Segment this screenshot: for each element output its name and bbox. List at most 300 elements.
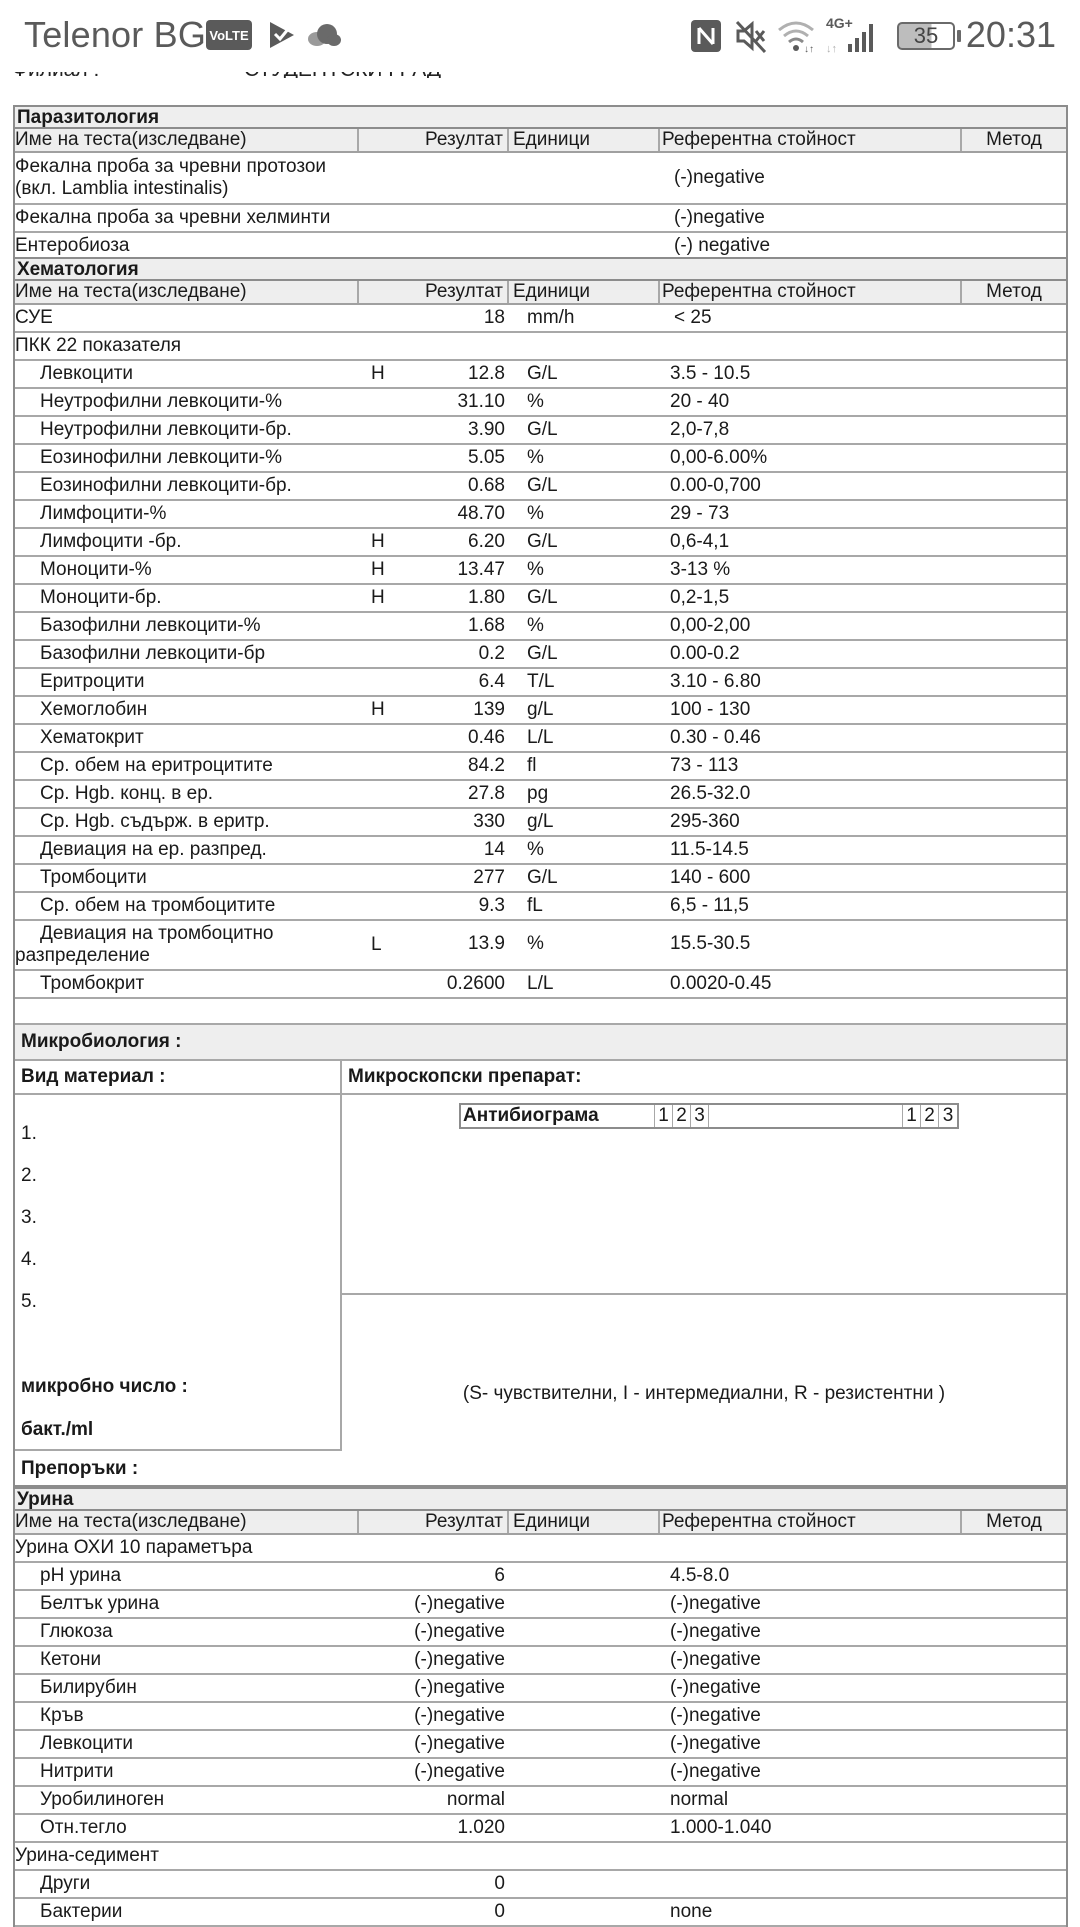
test-name: Тромбоцити — [40, 867, 147, 888]
reference: 140 - 600 — [670, 867, 751, 888]
method — [962, 781, 1066, 807]
reference: 20 - 40 — [670, 391, 730, 412]
carrier-name: Telenor BG — [24, 14, 207, 55]
units: G/L — [527, 643, 558, 664]
reference: 1.000-1.040 — [670, 1817, 772, 1838]
units — [509, 1647, 660, 1673]
table-row — [15, 1563, 1066, 1591]
test-name-line2: (вкл. Lamblia intestinalis) — [15, 178, 229, 199]
group-name: ПКК 22 показателя — [15, 335, 182, 356]
method — [962, 1871, 1066, 1897]
microbial-count-unit: бакт./ml — [21, 1419, 94, 1440]
table-row — [15, 529, 1066, 557]
result: 18 — [483, 307, 505, 328]
test-name: Ср. обем на тромбоцитите — [40, 895, 276, 916]
table-row — [15, 1591, 1066, 1619]
result: 1.80 — [468, 587, 505, 608]
test-name: Ср. Hgb. съдърж. в еритр. — [40, 811, 270, 832]
reference: normal — [670, 1789, 729, 1810]
units: fl — [527, 755, 537, 776]
test-name: Хемоглобин — [40, 699, 148, 720]
units: % — [527, 615, 544, 636]
method — [962, 529, 1066, 555]
lab-report — [13, 105, 1068, 1927]
method — [962, 585, 1066, 611]
test-name: Ср. Hgb. конц. в ер. — [40, 783, 214, 804]
method — [962, 1759, 1066, 1785]
antibiogram-table — [459, 1103, 959, 1129]
result — [359, 233, 509, 259]
table-row — [15, 233, 1066, 259]
reference: 0,6-4,1 — [670, 531, 730, 552]
test-name: Лимфоцити-% — [40, 503, 167, 524]
units — [509, 1787, 660, 1813]
col-units: Единици — [509, 1511, 660, 1533]
test-name: Глюкоза — [40, 1621, 113, 1642]
method — [962, 1619, 1066, 1645]
svg-text:↓↑: ↓↑ — [826, 43, 837, 55]
reference: 11.5-14.5 — [670, 839, 749, 860]
table-row — [15, 613, 1066, 641]
method — [962, 1703, 1066, 1729]
test-name: Уробилиноген — [40, 1789, 165, 1810]
hematology-rows — [15, 361, 1066, 921]
table-row-sue — [15, 305, 1066, 333]
table-row — [15, 1647, 1066, 1675]
flag: H — [371, 699, 385, 720]
result: (-)negative — [414, 1677, 505, 1698]
method — [962, 1899, 1066, 1925]
method — [962, 501, 1066, 527]
test-name: Еозинофилни левкоцити-% — [40, 447, 282, 468]
method — [962, 921, 1066, 969]
battery-tip — [957, 30, 961, 42]
table-row-pdw — [15, 921, 1066, 971]
method — [962, 1647, 1066, 1673]
table-row — [15, 445, 1066, 473]
svg-text:4G+: 4G+ — [826, 15, 853, 31]
units: % — [527, 839, 544, 860]
col-method: Метод — [986, 281, 1042, 302]
material-item: 3. — [21, 1207, 37, 1228]
antibiogram-col: 3 — [691, 1105, 709, 1127]
method — [962, 205, 1066, 231]
result: 0.2600 — [446, 973, 505, 994]
table-row — [15, 417, 1066, 445]
method — [962, 1815, 1066, 1841]
material-panel — [15, 1061, 342, 1451]
result: (-)negative — [414, 1621, 505, 1642]
test-name: Билирубин — [40, 1677, 137, 1698]
nfc-icon — [689, 18, 723, 54]
status-bar — [0, 0, 1080, 72]
group-row — [15, 1843, 1066, 1871]
reference: < 25 — [674, 307, 712, 328]
reference: 295-360 — [670, 811, 740, 832]
result: 6.4 — [478, 671, 505, 692]
col-reference: Референтна стойност — [660, 281, 962, 303]
reference: (-) negative — [674, 235, 771, 256]
flag: H — [371, 363, 385, 384]
table-row — [15, 205, 1066, 233]
method — [962, 417, 1066, 443]
reference: 3.10 - 6.80 — [670, 671, 761, 692]
test-name: Бактерии — [40, 1901, 123, 1922]
method — [962, 1787, 1066, 1813]
result: 0 — [494, 1901, 505, 1922]
method — [962, 809, 1066, 835]
test-name: Моноцити-% — [40, 559, 152, 580]
method — [962, 613, 1066, 639]
reference: 73 - 113 — [670, 755, 739, 776]
test-name: Неутрофилни левкоцити-% — [40, 391, 282, 412]
reference: (-)negative — [670, 1677, 761, 1698]
result: 13.9 — [468, 933, 505, 954]
col-method: Метод — [986, 1511, 1042, 1532]
method — [962, 389, 1066, 415]
result: (-)negative — [414, 1733, 505, 1754]
test-name: Неутрофилни левкоцити-бр. — [40, 419, 292, 440]
table-row — [15, 1731, 1066, 1759]
result: (-)negative — [414, 1705, 505, 1726]
units — [509, 1591, 660, 1617]
result: (-)negative — [414, 1761, 505, 1782]
test-name: Нитрити — [40, 1761, 114, 1782]
method — [962, 725, 1066, 751]
test-name: Базофилни левкоцити-бр — [40, 643, 266, 664]
col-reference: Референтна стойност — [660, 129, 962, 151]
units: pg — [527, 783, 549, 804]
reference: (-)negative — [670, 1649, 761, 1670]
reference: 3.5 - 10.5 — [670, 363, 751, 384]
result: 0.68 — [468, 475, 505, 496]
reference: (-)negative — [670, 1705, 761, 1726]
result: 277 — [473, 867, 505, 888]
units — [509, 1871, 660, 1897]
units: L/L — [527, 727, 554, 748]
reference: 100 - 130 — [670, 699, 751, 720]
result: (-)negative — [414, 1593, 505, 1614]
table-row — [15, 1899, 1066, 1927]
table-header — [15, 1511, 1066, 1535]
method — [962, 669, 1066, 695]
result: 1.68 — [468, 615, 505, 636]
col-result: Резултат — [359, 129, 509, 151]
table-row-pct — [15, 971, 1066, 999]
group-name: Урина ОХИ 10 параметъра — [15, 1537, 253, 1558]
test-name: Фекална проба за чревни хелминти — [15, 207, 331, 228]
result: 31.10 — [457, 391, 505, 412]
reference: (-)negative — [670, 1761, 761, 1782]
table-row — [15, 865, 1066, 893]
method — [962, 697, 1066, 723]
units — [509, 1675, 660, 1701]
units — [509, 1899, 660, 1925]
flag: H — [371, 559, 385, 580]
col-result: Резултат — [359, 1511, 509, 1533]
table-row — [15, 1815, 1066, 1843]
reference: (-)negative — [674, 167, 765, 188]
test-name: Тромбокрит — [40, 973, 145, 994]
units — [509, 1563, 660, 1589]
units: % — [527, 447, 544, 468]
table-row — [15, 781, 1066, 809]
table-row — [15, 1787, 1066, 1815]
units — [509, 1759, 660, 1785]
section-urine: Урина — [13, 1487, 1068, 1511]
group-row — [15, 333, 1066, 361]
col-name: Име на теста(изследване) — [15, 281, 359, 303]
method — [962, 1591, 1066, 1617]
units: % — [527, 559, 544, 580]
units: % — [527, 503, 544, 524]
result: 48.70 — [457, 503, 505, 524]
col-reference: Референтна стойност — [660, 1511, 962, 1533]
units — [509, 1619, 660, 1645]
method — [962, 837, 1066, 863]
test-name: Девиация на ер. разпред. — [40, 839, 267, 860]
signal-4g-icon — [824, 14, 886, 56]
result: 1.020 — [457, 1817, 505, 1838]
reference: none — [670, 1901, 713, 1922]
units: G/L — [527, 419, 558, 440]
test-name: Други — [40, 1873, 91, 1894]
table-row — [15, 1759, 1066, 1787]
group-name: Урина-седимент — [15, 1845, 159, 1866]
method — [962, 445, 1066, 471]
table-row — [15, 585, 1066, 613]
units — [509, 1703, 660, 1729]
method — [962, 361, 1066, 387]
units: G/L — [527, 475, 558, 496]
flag: L — [371, 934, 382, 955]
col-units: Единици — [509, 129, 660, 151]
table-row — [15, 837, 1066, 865]
result — [359, 156, 509, 203]
test-name: Базофилни левкоцити-% — [40, 615, 261, 636]
col-name: Име на теста(изследване) — [15, 1511, 359, 1533]
microscopy-label: Микроскопски препарат: — [342, 1061, 1066, 1095]
table-row — [15, 641, 1066, 669]
units: % — [527, 391, 544, 412]
result: 84.2 — [468, 755, 505, 776]
units: g/L — [527, 811, 554, 832]
table-row — [15, 153, 1066, 205]
reference: (-)negative — [670, 1593, 761, 1614]
reference: 2,0-7,8 — [670, 419, 730, 440]
section-hematology: Хематология — [13, 257, 1068, 281]
method — [962, 753, 1066, 779]
test-name: Левкоцити — [40, 363, 134, 384]
result — [359, 205, 509, 231]
units: g/L — [527, 699, 554, 720]
table-row — [15, 1619, 1066, 1647]
battery-level: 35 — [913, 23, 939, 48]
table-row — [15, 557, 1066, 585]
material-item: 2. — [21, 1165, 37, 1186]
test-name: Моноцити-бр. — [40, 587, 162, 608]
method — [962, 971, 1066, 997]
units — [509, 233, 660, 259]
antibiogram-col: 2 — [921, 1105, 939, 1127]
table-row — [15, 893, 1066, 921]
test-name: Белтък урина — [40, 1593, 160, 1614]
reference: 6,5 - 11,5 — [670, 895, 749, 916]
microbiology-body — [15, 1061, 1066, 1485]
reference: 3-13 % — [670, 559, 731, 580]
test-name: Ср. обем на еритроцитите — [40, 755, 273, 776]
antibiogram-col: 2 — [673, 1105, 691, 1127]
table-header — [15, 281, 1066, 305]
mute-icon — [733, 18, 769, 54]
table-row — [15, 725, 1066, 753]
antibiogram-legend: (S- чувствителни, I - интермедиални, R - резистентни ) — [462, 1383, 946, 1404]
result: 9.3 — [478, 895, 505, 916]
method — [962, 557, 1066, 583]
reference: 26.5-32.0 — [670, 783, 751, 804]
material-label: Вид материал : — [15, 1061, 340, 1095]
test-name: Девиация на тромбоцитно — [40, 923, 274, 944]
reference: 29 - 73 — [670, 503, 730, 524]
table-row — [15, 697, 1066, 725]
method — [962, 473, 1066, 499]
result: normal — [446, 1789, 505, 1810]
units: L/L — [527, 973, 554, 994]
reference: 0,00-2,00 — [670, 615, 751, 636]
units: T/L — [527, 671, 555, 692]
spacer — [15, 999, 1066, 1025]
table-row — [15, 501, 1066, 529]
test-name: Лимфоцити -бр. — [40, 531, 182, 552]
test-name: Отн.тегло — [40, 1817, 127, 1838]
col-units: Единици — [509, 281, 660, 303]
table-header — [15, 129, 1066, 153]
table-row — [15, 809, 1066, 837]
test-name: Левкоцити — [40, 1733, 134, 1754]
antibiogram-spacer — [709, 1105, 903, 1127]
test-name-line2: разпределение — [15, 945, 150, 966]
units — [509, 156, 660, 203]
method — [962, 641, 1066, 667]
microbial-count-label: микробно число : — [21, 1376, 188, 1397]
units: fL — [527, 895, 543, 916]
test-name: Ентеробиоза — [15, 235, 130, 256]
material-item: 1. — [21, 1123, 37, 1144]
result: 0 — [494, 1873, 505, 1894]
material-item: 4. — [21, 1249, 37, 1270]
group-row — [15, 1535, 1066, 1563]
units: G/L — [527, 867, 558, 888]
reference: 0,2-1,5 — [670, 587, 730, 608]
antibiogram-col: 1 — [655, 1105, 673, 1127]
result: 330 — [473, 811, 505, 832]
table-row — [15, 1871, 1066, 1899]
reference: 0,00-6.00% — [670, 447, 768, 468]
col-result: Резултат — [359, 281, 509, 303]
result: 3.90 — [468, 419, 505, 440]
method — [962, 1563, 1066, 1589]
col-method: Метод — [986, 129, 1042, 150]
result: 5.05 — [468, 447, 505, 468]
table-row — [15, 389, 1066, 417]
reference: 4.5-8.0 — [670, 1565, 730, 1586]
result: 12.8 — [468, 363, 505, 384]
test-name: Хематокрит — [40, 727, 144, 748]
test-name: Кръв — [40, 1705, 84, 1726]
reference: 0.00-0.2 — [670, 643, 740, 664]
reference: 0.30 - 0.46 — [670, 727, 761, 748]
method — [962, 156, 1066, 203]
antibiogram-title: Антибиограма — [461, 1105, 655, 1127]
recommendations-label: Препоръки : — [21, 1458, 139, 1479]
result: 27.8 — [468, 783, 505, 804]
reference: 15.5-30.5 — [670, 933, 751, 954]
clock: 20:31 — [965, 14, 1056, 55]
table-row — [15, 361, 1066, 389]
reference: 0.00-0,700 — [670, 475, 761, 496]
units — [509, 1815, 660, 1841]
antibiogram-col: 3 — [942, 1105, 954, 1126]
method — [962, 1675, 1066, 1701]
table-row — [15, 669, 1066, 697]
cloud-icon — [306, 22, 342, 48]
volte-icon: VoLTE — [206, 20, 252, 50]
test-name: Фекална проба за чревни протозои — [15, 156, 327, 177]
reference — [660, 1871, 962, 1897]
method — [962, 865, 1066, 891]
units: % — [527, 933, 544, 954]
units — [509, 1731, 660, 1757]
test-name: СУЕ — [15, 307, 53, 328]
test-name: Еритроцити — [40, 671, 145, 692]
reference: (-)negative — [670, 1733, 761, 1754]
result: 13.47 — [457, 559, 505, 580]
result: 139 — [473, 699, 505, 720]
flag: H — [371, 531, 385, 552]
reference: 0.0020-0.45 — [670, 973, 772, 994]
table-row — [15, 1703, 1066, 1731]
section-microbiology: Микробиология : — [15, 1025, 1066, 1061]
units: G/L — [527, 587, 558, 608]
result: 0.2 — [478, 643, 505, 664]
units: G/L — [527, 363, 558, 384]
result: 6.20 — [468, 531, 505, 552]
result: 14 — [483, 839, 505, 860]
flag: H — [371, 587, 385, 608]
test-name: Еозинофилни левкоцити-бр. — [40, 475, 292, 496]
reference: (-)negative — [674, 207, 765, 228]
result: 6 — [494, 1565, 505, 1586]
antibiogram-col: 1 — [903, 1105, 921, 1127]
material-item: 5. — [21, 1291, 37, 1312]
units: mm/h — [527, 307, 575, 328]
method — [962, 305, 1066, 331]
method — [962, 893, 1066, 919]
units — [509, 205, 660, 231]
wifi-icon — [776, 18, 820, 54]
result: 0.46 — [468, 727, 505, 748]
table-row — [15, 473, 1066, 501]
battery-icon — [897, 22, 955, 50]
method — [962, 233, 1066, 259]
test-name: Кетони — [40, 1649, 102, 1670]
section-parasitology: Паразитология — [13, 105, 1068, 129]
divider — [342, 1293, 1066, 1295]
col-name: Име на теста(изследване) — [15, 129, 359, 151]
table-row — [15, 1675, 1066, 1703]
method — [962, 1731, 1066, 1757]
result: (-)negative — [414, 1649, 505, 1670]
